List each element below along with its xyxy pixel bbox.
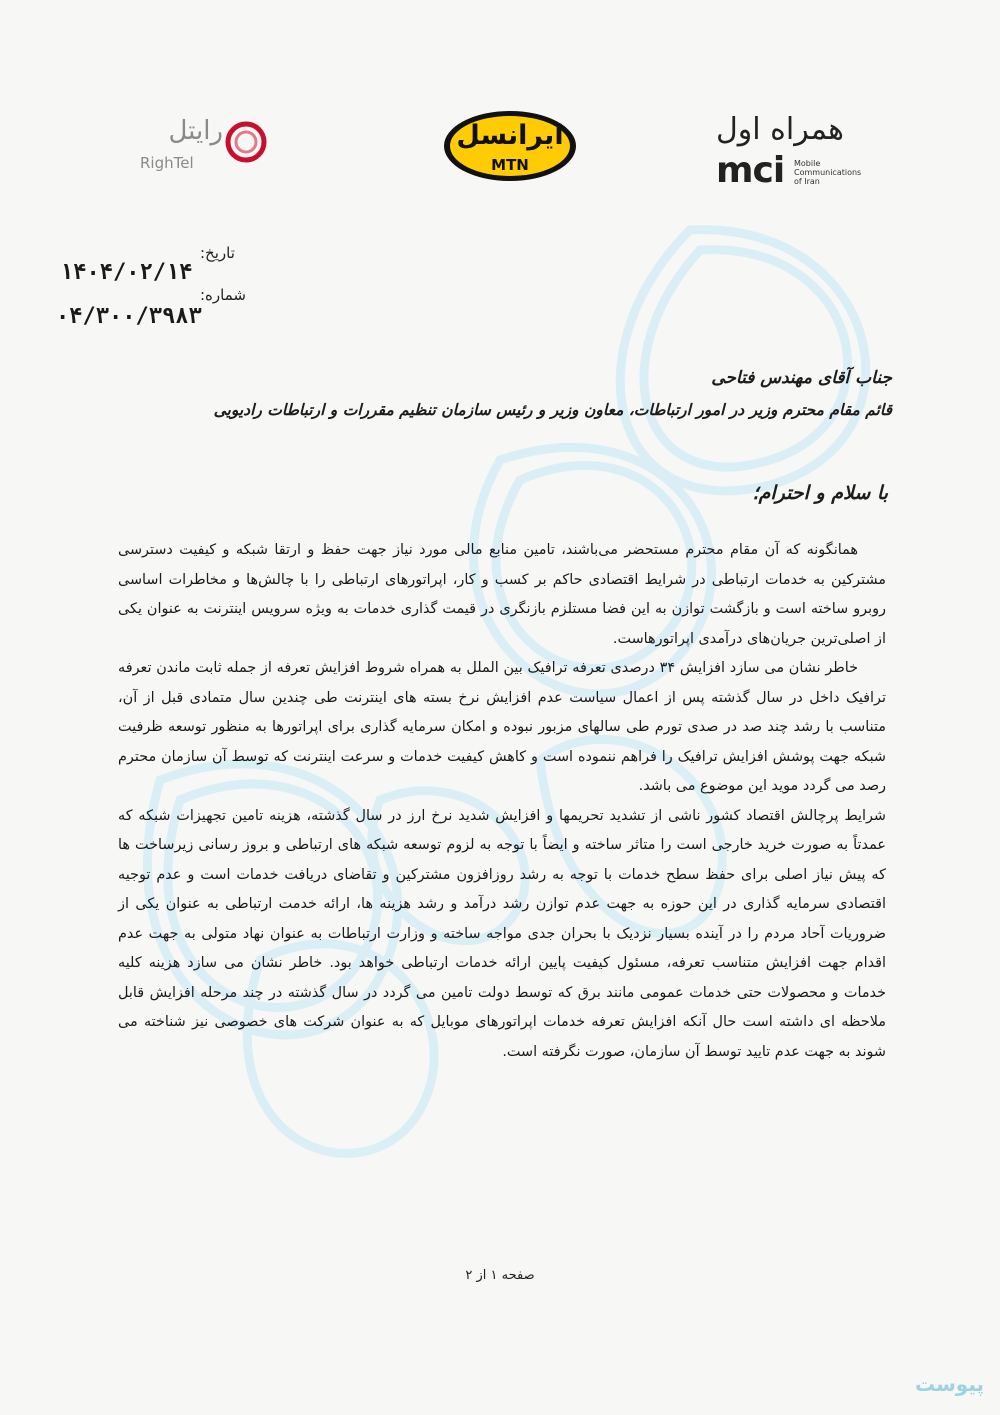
mci-sub-line: Mobile bbox=[794, 159, 821, 168]
rightel-logo-en: RighTel bbox=[140, 154, 194, 172]
mci-logo-sub bbox=[794, 159, 861, 186]
rightel-ring-icon bbox=[224, 112, 268, 174]
brand-watermark: پیوست bbox=[914, 1372, 984, 1396]
addressee-title: قائم مقام محترم وزیر در امور ارتباطات، معاون وزیر و رئیس سازمان تنظیم مقررات و ارتباطات رادیویی bbox=[213, 400, 892, 419]
rightel-logo bbox=[138, 112, 268, 184]
mci-sub-line: Communications bbox=[794, 168, 862, 177]
irancell-logo-en: MTN bbox=[491, 156, 529, 174]
rightel-logo-fa: رایتل bbox=[168, 116, 223, 146]
paragraph: همانگونه که آن مقام محترم مستحضر می‌باشند، تامین منابع مالی مورد نیاز جهت حفظ و ارتقا شبکه و کیفیت دسترسی مشترکین به خدمات ارتباطی در شرایط اقتصادی حاکم بر کسب و کار، اپراتورهای ارتباطی را با چالش‌ها و مخاطرات اساسی روبرو ساخته است و بازگشت توازن به این فضا مستلزم بازنگری در قیمت گذاری خدمات به ویژه سرویس اینترنت به عنوان یکی از اصلی‌ترین جریان‌های درآمدی اپراتورهاست. bbox=[118, 542, 886, 647]
paragraph: شرایط پرچالش اقتصاد کشور ناشی از تشدید تحریمها و افزایش شدید نرخ ارز در سال گذشته، هزینه تامین تجهیزات شبکه که عمدتاً به صورت خرید خارجی است را متاثر ساخته و ایضاً با توجه به لزوم توسعه شبکه های ارتباطی و بروز رسانی زیرساخت ها که پیش نیاز اصلی برای حفظ سطح خدمات با توجه به رشد روزافزون مشترکین و تقاضای دریافت خدمات است و عدم توجیه اقتصادی سرمایه گذاری در این حوزه به جهت عدم توازن رشد درآمد و رشد هزینه ها، ارائه خدمت ارتباطی به عنوان یکی از ضروریات آحاد مردم را در آینده بسیار نزدیک با بحران جدی مواجه ساخته و وزارت ارتباطات به عنوان نهاد متولی به جهت عدم اقدام جهت افزایش متناسب تعرفه، مسئول کیفیت پایین ارائه خدمات ارتباطی خواهد بود. خاطر نشان می سازد هزینه کلیه خدمات و محصولات حتی خدمات عمومی مانند برق که توسط دولت تامین می گردد در سال گذشته در چند مرحله افزایش قابل ملاحظه ای داشته است حال آنکه افزایش تعرفه خدمات اپراتورهای موبایل که به عنوان شرکت های خصوصی نیز شناخته می شوند به جهت عدم تایید توسط آن سازمان، صورت نگرفته است. bbox=[118, 807, 886, 1060]
number-value: ۰۴/۳۰۰/۳۹۸۳ bbox=[56, 304, 202, 329]
mci-logo bbox=[716, 112, 876, 192]
date-value: ۱۴۰۴/۰۲/۱۴ bbox=[60, 260, 193, 285]
addressee-name: جناب آقای مهندس فتاحی bbox=[711, 368, 892, 388]
irancell-logo-fa: ایرانسل bbox=[456, 120, 564, 151]
number-label: شماره: bbox=[200, 286, 246, 304]
page-number: صفحه ۱ از ۲ bbox=[465, 1268, 535, 1283]
greeting: با سلام و احترام؛ bbox=[752, 482, 888, 504]
irancell-logo bbox=[442, 108, 578, 184]
mci-sub-line: of Iran bbox=[794, 177, 820, 186]
letter-body bbox=[118, 536, 886, 1067]
date-label: تاریخ: bbox=[200, 244, 235, 262]
paragraph: خاطر نشان می سازد افزایش ۳۴ درصدی تعرفه ترافیک بین الملل به همراه شروط افزایش تعرفه از جمله ثابت ماندن تعرفه ترافیک داخل در سال گذشته پس از اعمال سیاست عدم افزایش نرخ بسته های اینترنت طی چندین سال متمادی قبل از آن، متناسب با رشد چند صد در صدی تورم طی سالهای مزبور نبوده و امکان سرمایه گذاری برای اپراتورها به منظور توسعه ظرفیت شبکه جهت پوشش افزایش ترافیک را فراهم ننموده است و کاهش کیفیت خدمات و سرعت اینترنت که توسط آن سازمان محترم رصد می گردد موید این موضوع می باشد. bbox=[118, 660, 886, 794]
mci-logo-en: mci bbox=[716, 150, 785, 191]
mci-logo-fa: همراه اول bbox=[716, 112, 844, 147]
